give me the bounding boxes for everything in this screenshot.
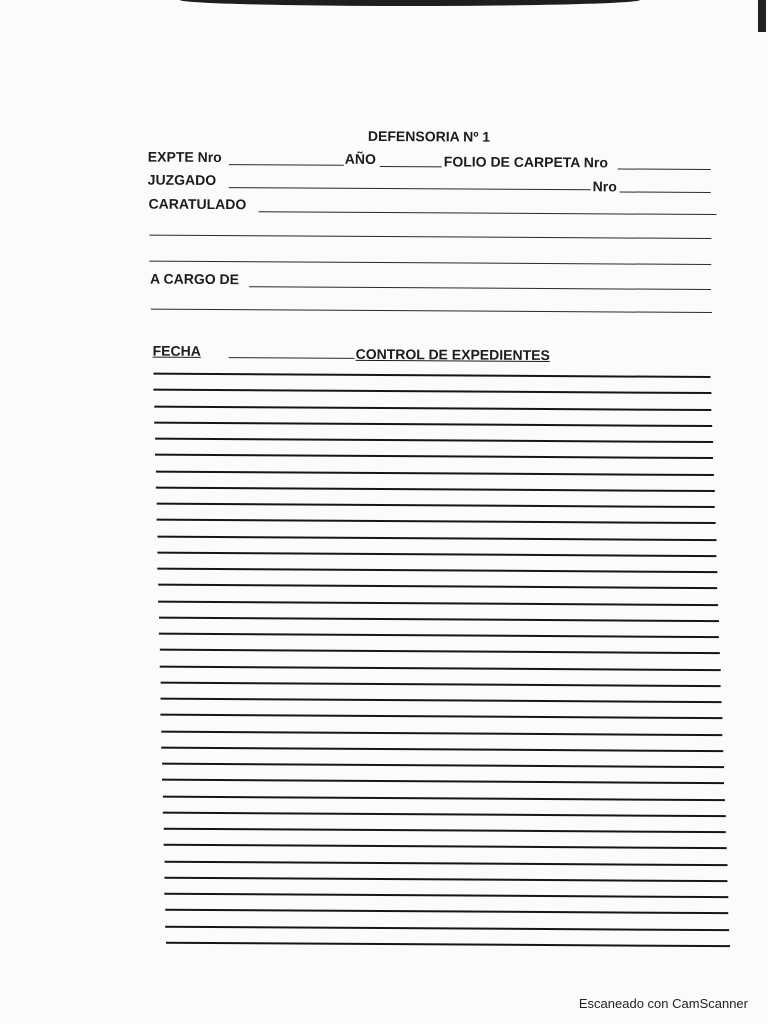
ruled-line [154,405,711,410]
expte-label: EXPTE Nro [147,148,222,166]
ruled-line [161,698,722,703]
ruled-line [162,779,724,784]
ruled-line [159,649,719,654]
anio-label: AÑO [344,150,376,167]
ruled-line [164,844,727,849]
ruled-line [156,503,715,508]
ruled-line [159,616,719,621]
control-expedientes-header: CONTROL DE EXPEDIENTES [355,345,550,364]
juzgado-nro-line [620,191,711,193]
ruled-line [165,909,729,914]
scanner-caption: Escaneado con CamScanner [578,996,748,1011]
ruled-line [161,730,722,735]
ruled-line [157,535,716,540]
ruled-line [155,421,713,426]
juzgado-line [229,187,591,190]
ruled-line [156,486,714,491]
ruled-line [158,584,718,589]
ruled-line [161,714,722,719]
caratulado-line-3 [149,261,711,265]
caratulado-line-2 [149,235,711,239]
folio-label: FOLIO DE CARPETA Nro [443,153,608,171]
anio-line [380,166,442,167]
ruled-lines [1,0,768,2]
juzgado-nro-label: Nro [592,178,617,195]
fecha-header: FECHA [152,342,201,359]
ruled-line [160,681,721,686]
folio-line [618,168,711,170]
a-cargo-line-2 [151,309,712,313]
ruled-line [155,454,713,459]
ruled-line [156,470,714,475]
ruled-line [166,941,730,946]
ruled-line [163,811,725,816]
ruled-line [164,860,727,865]
ruled-line [154,373,711,378]
ruled-line [158,600,718,605]
ruled-line [163,828,726,833]
a-cargo-label: A CARGO DE [150,270,240,288]
ruled-line [162,746,724,751]
ruled-line [154,389,711,394]
ruled-line [157,519,716,524]
caratulado-line-1 [258,211,716,215]
ruled-line [164,876,727,881]
a-cargo-line-1 [249,286,711,290]
ruled-line [163,795,725,800]
caratulado-label: CARATULADO [148,195,247,213]
ruled-line [157,551,716,556]
ruled-line [160,665,721,670]
form-title: DEFENSORIA Nº 1 [367,127,491,145]
ruled-line [155,438,713,443]
ruled-line [158,568,717,573]
expte-line [229,164,344,166]
ruled-line [165,925,729,930]
ruled-line [162,763,724,768]
ruled-line [159,633,719,638]
juzgado-label: JUZGADO [147,171,217,188]
fecha-header-line [229,357,355,359]
ruled-line [165,893,728,898]
